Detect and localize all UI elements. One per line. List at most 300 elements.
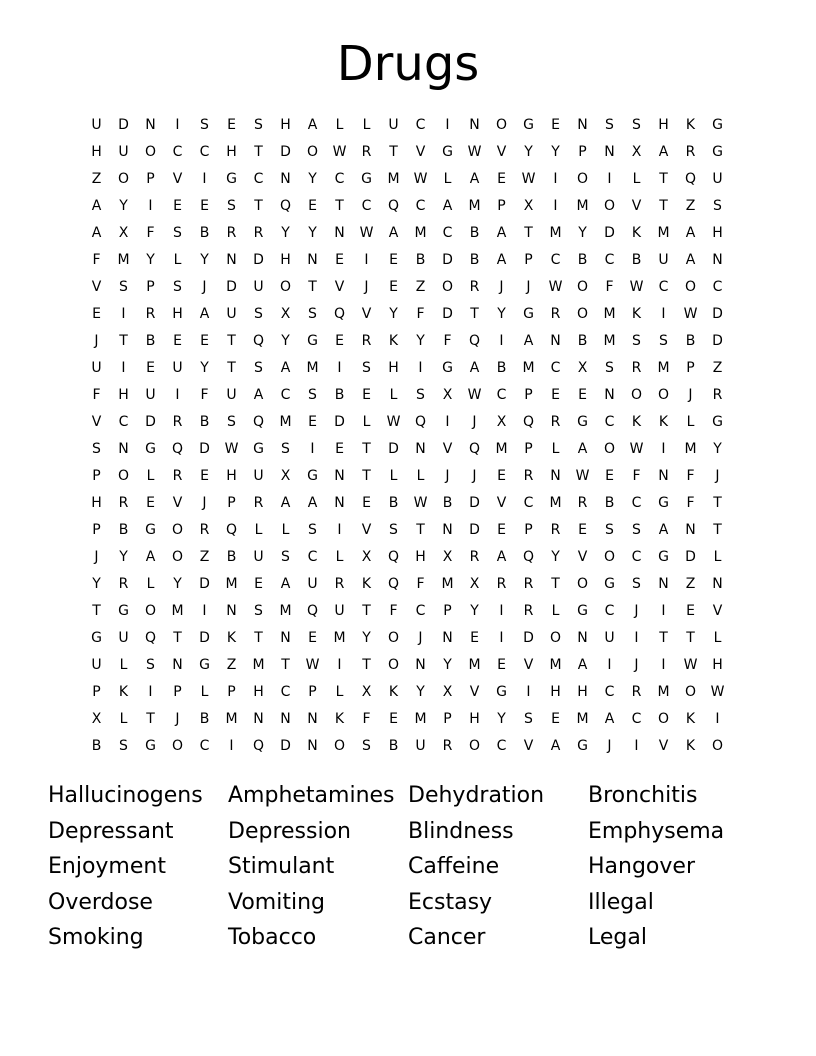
grid-letter: I: [337, 359, 342, 376]
grid-row: [83, 732, 731, 759]
word-list-item: Blindness: [408, 818, 514, 844]
grid-letter: Q: [144, 629, 157, 646]
grid-letter: N: [280, 170, 291, 187]
grid-letter: C: [550, 251, 561, 268]
grid-letter: I: [499, 602, 504, 619]
grid-letter: H: [280, 116, 291, 133]
grid-letter: T: [281, 656, 290, 673]
grid-letter: Y: [146, 251, 155, 268]
grid-letter: E: [254, 575, 263, 592]
grid-letter: X: [442, 683, 453, 700]
grid-letter: N: [307, 737, 318, 754]
grid-letter: R: [631, 359, 642, 376]
grid-letter: L: [551, 602, 560, 619]
grid-letter: B: [577, 251, 588, 268]
grid-letter: B: [199, 413, 210, 430]
grid-letter: Q: [387, 197, 400, 214]
grid-letter: R: [469, 278, 480, 295]
grid-letter: U: [253, 548, 264, 565]
grid-row: [83, 381, 731, 408]
grid-letter: R: [523, 602, 534, 619]
grid-letter: G: [199, 656, 210, 673]
grid-letter: P: [524, 440, 533, 457]
grid-letter: K: [658, 413, 669, 430]
grid-letter: C: [604, 683, 615, 700]
grid-letter: J: [526, 278, 531, 295]
grid-letter: H: [91, 494, 102, 511]
grid-letter: A: [388, 224, 399, 241]
grid-letter: X: [91, 710, 102, 727]
grid-row: [83, 705, 731, 732]
grid-letter: Y: [551, 548, 560, 565]
grid-letter: D: [712, 332, 723, 349]
grid-letter: F: [686, 494, 695, 511]
grid-row: [83, 543, 731, 570]
grid-letter: L: [713, 548, 722, 565]
grid-letter: R: [145, 305, 156, 322]
grid-letter: B: [415, 251, 426, 268]
grid-letter: O: [171, 521, 184, 538]
grid-letter: C: [199, 737, 210, 754]
grid-letter: J: [634, 656, 639, 673]
grid-letter: K: [631, 413, 642, 430]
grid-letter: L: [686, 413, 695, 430]
grid-letter: Z: [712, 359, 723, 376]
grid-letter: H: [280, 251, 291, 268]
grid-letter: Q: [522, 548, 535, 565]
grid-letter: A: [280, 494, 291, 511]
grid-letter: G: [442, 143, 453, 160]
grid-letter: I: [499, 629, 504, 646]
grid-letter: A: [199, 305, 210, 322]
grid-letter: I: [661, 440, 666, 457]
grid-letter: R: [550, 413, 561, 430]
grid-letter: T: [308, 278, 317, 295]
grid-letter: M: [549, 494, 562, 511]
grid-letter: E: [92, 305, 101, 322]
grid-letter: D: [442, 251, 453, 268]
grid-letter: O: [684, 278, 697, 295]
grid-letter: B: [604, 494, 615, 511]
grid-letter: S: [281, 440, 290, 457]
grid-letter: N: [280, 629, 291, 646]
grid-letter: R: [199, 521, 210, 538]
grid-letter: Y: [551, 143, 560, 160]
grid-letter: V: [361, 305, 372, 322]
grid-letter: F: [443, 332, 452, 349]
grid-letter: O: [576, 170, 589, 187]
grid-letter: A: [523, 332, 534, 349]
grid-row: [83, 219, 731, 246]
grid-letter: J: [175, 710, 180, 727]
grid-row: [83, 246, 731, 273]
grid-letter: D: [145, 413, 156, 430]
grid-letter: G: [145, 521, 156, 538]
grid-row: [83, 570, 731, 597]
grid-letter: U: [172, 359, 183, 376]
grid-letter: Q: [306, 602, 319, 619]
grid-letter: T: [362, 602, 371, 619]
grid-letter: G: [442, 359, 453, 376]
grid-letter: S: [308, 386, 317, 403]
grid-letter: Y: [200, 359, 209, 376]
grid-letter: D: [604, 224, 615, 241]
grid-letter: J: [202, 278, 207, 295]
grid-letter: U: [226, 305, 237, 322]
grid-letter: C: [550, 359, 561, 376]
grid-letter: I: [634, 737, 639, 754]
grid-letter: Y: [92, 575, 101, 592]
grid-letter: W: [683, 305, 698, 322]
grid-letter: Q: [387, 575, 400, 592]
grid-letter: C: [307, 548, 318, 565]
grid-letter: T: [254, 143, 263, 160]
grid-letter: J: [202, 494, 207, 511]
grid-letter: S: [632, 116, 641, 133]
grid-row: [83, 462, 731, 489]
grid-row: [83, 408, 731, 435]
grid-letter: Q: [468, 440, 481, 457]
grid-letter: R: [172, 467, 183, 484]
grid-letter: N: [577, 629, 588, 646]
grid-letter: E: [227, 116, 236, 133]
grid-letter: K: [118, 683, 129, 700]
grid-letter: N: [118, 440, 129, 457]
grid-letter: S: [308, 521, 317, 538]
grid-letter: E: [551, 116, 560, 133]
grid-letter: F: [362, 710, 371, 727]
grid-letter: J: [715, 467, 720, 484]
grid-letter: C: [415, 602, 426, 619]
grid-letter: C: [118, 413, 129, 430]
grid-letter: U: [334, 602, 345, 619]
grid-letter: K: [631, 224, 642, 241]
grid-letter: S: [659, 332, 668, 349]
grid-letter: P: [146, 278, 155, 295]
grid-letter: A: [658, 521, 669, 538]
grid-letter: H: [91, 143, 102, 160]
grid-letter: T: [254, 629, 263, 646]
grid-letter: N: [307, 710, 318, 727]
grid-letter: G: [577, 413, 588, 430]
grid-letter: M: [603, 305, 616, 322]
grid-letter: C: [415, 197, 426, 214]
grid-letter: U: [226, 386, 237, 403]
grid-letter: I: [661, 602, 666, 619]
grid-letter: E: [389, 251, 398, 268]
grid-letter: N: [442, 629, 453, 646]
grid-letter: G: [91, 629, 102, 646]
grid-letter: M: [117, 251, 130, 268]
grid-letter: S: [362, 737, 371, 754]
grid-letter: W: [305, 656, 320, 673]
grid-letter: E: [335, 440, 344, 457]
grid-letter: N: [550, 332, 561, 349]
grid-letter: T: [389, 143, 398, 160]
grid-letter: Y: [443, 656, 452, 673]
grid-letter: D: [442, 305, 453, 322]
grid-letter: N: [334, 467, 345, 484]
grid-letter: V: [712, 602, 723, 619]
grid-letter: N: [307, 251, 318, 268]
grid-letter: X: [442, 386, 453, 403]
grid-letter: J: [418, 629, 423, 646]
grid-letter: O: [549, 629, 562, 646]
grid-letter: G: [604, 575, 615, 592]
grid-letter: G: [523, 305, 534, 322]
grid-letter: L: [389, 386, 398, 403]
grid-letter: E: [146, 359, 155, 376]
grid-letter: R: [550, 521, 561, 538]
grid-letter: R: [469, 548, 480, 565]
grid-letter: E: [173, 197, 182, 214]
grid-letter: Y: [416, 683, 425, 700]
grid-letter: W: [710, 683, 725, 700]
grid-letter: R: [118, 575, 129, 592]
grid-letter: W: [413, 494, 428, 511]
grid-letter: O: [333, 737, 346, 754]
grid-letter: U: [118, 629, 129, 646]
grid-letter: G: [307, 332, 318, 349]
grid-letter: O: [657, 710, 670, 727]
grid-letter: S: [119, 737, 128, 754]
grid-letter: Y: [524, 143, 533, 160]
grid-letter: N: [685, 521, 696, 538]
grid-letter: S: [605, 116, 614, 133]
grid-letter: H: [415, 548, 426, 565]
grid-letter: W: [548, 278, 563, 295]
grid-letter: I: [634, 629, 639, 646]
grid-letter: S: [632, 575, 641, 592]
grid-letter: D: [226, 278, 237, 295]
grid-letter: E: [389, 278, 398, 295]
grid-letter: J: [499, 278, 504, 295]
grid-letter: I: [175, 386, 180, 403]
grid-letter: H: [253, 683, 264, 700]
grid-letter: C: [712, 278, 723, 295]
grid-letter: S: [605, 521, 614, 538]
grid-letter: C: [496, 386, 507, 403]
grid-letter: U: [91, 359, 102, 376]
grid-letter: P: [227, 683, 236, 700]
grid-letter: O: [603, 440, 616, 457]
grid-letter: D: [334, 413, 345, 430]
grid-letter: W: [467, 143, 482, 160]
grid-row: [83, 651, 731, 678]
grid-letter: A: [658, 143, 669, 160]
grid-letter: Q: [252, 737, 265, 754]
grid-letter: N: [442, 521, 453, 538]
grid-letter: S: [632, 332, 641, 349]
grid-letter: C: [172, 143, 183, 160]
grid-letter: O: [306, 143, 319, 160]
grid-letter: S: [389, 521, 398, 538]
grid-letter: Y: [713, 440, 722, 457]
grid-letter: G: [658, 548, 669, 565]
grid-letter: A: [280, 359, 291, 376]
grid-letter: P: [308, 683, 317, 700]
grid-letter: I: [607, 170, 612, 187]
word-list-item: Emphysema: [588, 818, 725, 844]
grid-letter: M: [279, 602, 292, 619]
grid-letter: E: [686, 602, 695, 619]
grid-letter: G: [658, 494, 669, 511]
grid-letter: B: [145, 332, 156, 349]
grid-letter: A: [280, 575, 291, 592]
grid-letter: S: [362, 359, 371, 376]
grid-letter: G: [496, 683, 507, 700]
grid-letter: T: [119, 332, 128, 349]
grid-letter: C: [253, 170, 264, 187]
grid-letter: O: [279, 278, 292, 295]
grid-letter: Q: [333, 305, 346, 322]
word-list-item: Tobacco: [228, 925, 317, 950]
grid-letter: T: [362, 467, 371, 484]
grid-row: [83, 516, 731, 543]
grid-letter: C: [361, 197, 372, 214]
grid-letter: D: [712, 305, 723, 322]
grid-letter: H: [550, 683, 561, 700]
grid-letter: J: [688, 386, 693, 403]
grid-letter: Y: [308, 170, 317, 187]
grid-row: [83, 165, 731, 192]
word-list-item: Depressant: [48, 818, 174, 844]
grid-letter: G: [118, 602, 129, 619]
grid-letter: E: [173, 332, 182, 349]
grid-letter: T: [173, 629, 182, 646]
grid-letter: S: [713, 197, 722, 214]
grid-letter: X: [631, 143, 642, 160]
grid-row: [83, 300, 731, 327]
grid-letter: O: [171, 737, 184, 754]
grid-letter: Y: [578, 224, 587, 241]
grid-letter: D: [118, 116, 129, 133]
grid-letter: P: [524, 386, 533, 403]
grid-letter: S: [254, 116, 263, 133]
grid-letter: H: [577, 683, 588, 700]
grid-row: [83, 192, 731, 219]
grid-letter: Q: [171, 440, 184, 457]
grid-letter: U: [91, 116, 102, 133]
grid-letter: C: [604, 251, 615, 268]
grid-letter: P: [524, 521, 533, 538]
grid-letter: A: [577, 440, 588, 457]
grid-letter: E: [578, 521, 587, 538]
grid-letter: L: [362, 413, 371, 430]
grid-letter: H: [388, 359, 399, 376]
grid-letter: V: [496, 143, 507, 160]
grid-letter: S: [281, 548, 290, 565]
grid-letter: M: [171, 602, 184, 619]
grid-letter: L: [335, 116, 344, 133]
grid-letter: A: [577, 656, 588, 673]
grid-letter: I: [121, 359, 126, 376]
grid-letter: B: [199, 710, 210, 727]
grid-letter: G: [712, 116, 723, 133]
grid-letter: G: [307, 467, 318, 484]
grid-letter: O: [603, 548, 616, 565]
grid-letter: T: [551, 575, 560, 592]
grid-letter: I: [553, 170, 558, 187]
grid-letter: W: [359, 224, 374, 241]
grid-letter: L: [119, 710, 128, 727]
grid-letter: W: [386, 413, 401, 430]
grid-letter: N: [226, 251, 237, 268]
grid-letter: S: [632, 521, 641, 538]
grid-row: [83, 327, 731, 354]
grid-letter: U: [658, 251, 669, 268]
grid-letter: L: [173, 251, 182, 268]
grid-letter: M: [468, 656, 481, 673]
grid-letter: A: [604, 710, 615, 727]
grid-letter: N: [226, 602, 237, 619]
grid-letter: J: [634, 602, 639, 619]
grid-letter: Y: [416, 332, 425, 349]
grid-letter: C: [523, 494, 534, 511]
grid-letter: Q: [684, 170, 697, 187]
grid-letter: R: [577, 494, 588, 511]
grid-letter: I: [607, 656, 612, 673]
grid-letter: H: [469, 710, 480, 727]
grid-letter: K: [685, 710, 696, 727]
grid-letter: X: [442, 548, 453, 565]
grid-letter: H: [226, 467, 237, 484]
grid-letter: S: [254, 602, 263, 619]
grid-row: [83, 435, 731, 462]
grid-letter: I: [148, 683, 153, 700]
grid-letter: F: [146, 224, 155, 241]
grid-letter: A: [496, 251, 507, 268]
grid-letter: L: [632, 170, 641, 187]
grid-letter: B: [388, 737, 399, 754]
word-list-item: Depression: [228, 818, 351, 844]
grid-letter: M: [333, 629, 346, 646]
grid-letter: R: [712, 386, 723, 403]
grid-letter: B: [685, 332, 696, 349]
grid-letter: Y: [497, 305, 506, 322]
word-list-item: Illegal: [588, 889, 654, 915]
grid-letter: I: [526, 683, 531, 700]
word-list-item: Enjoyment: [48, 854, 166, 879]
grid-letter: N: [604, 143, 615, 160]
grid-letter: T: [713, 494, 722, 511]
grid-letter: O: [657, 386, 670, 403]
grid-letter: T: [713, 521, 722, 538]
grid-letter: R: [334, 575, 345, 592]
grid-letter: I: [310, 440, 315, 457]
grid-letter: L: [713, 629, 722, 646]
grid-letter: M: [576, 710, 589, 727]
grid-letter: K: [685, 737, 696, 754]
grid-letter: E: [551, 386, 560, 403]
grid-letter: G: [253, 440, 264, 457]
grid-letter: V: [631, 197, 642, 214]
grid-letter: J: [94, 548, 99, 565]
grid-letter: R: [442, 737, 453, 754]
grid-letter: L: [362, 116, 371, 133]
grid-letter: W: [575, 467, 590, 484]
grid-letter: N: [145, 116, 156, 133]
grid-letter: Q: [468, 332, 481, 349]
grid-letter: M: [306, 359, 319, 376]
grid-letter: Y: [497, 710, 506, 727]
grid-letter: O: [684, 683, 697, 700]
grid-letter: Z: [199, 548, 210, 565]
grid-letter: I: [661, 305, 666, 322]
grid-letter: T: [92, 602, 101, 619]
grid-letter: N: [172, 656, 183, 673]
grid-letter: R: [253, 494, 264, 511]
